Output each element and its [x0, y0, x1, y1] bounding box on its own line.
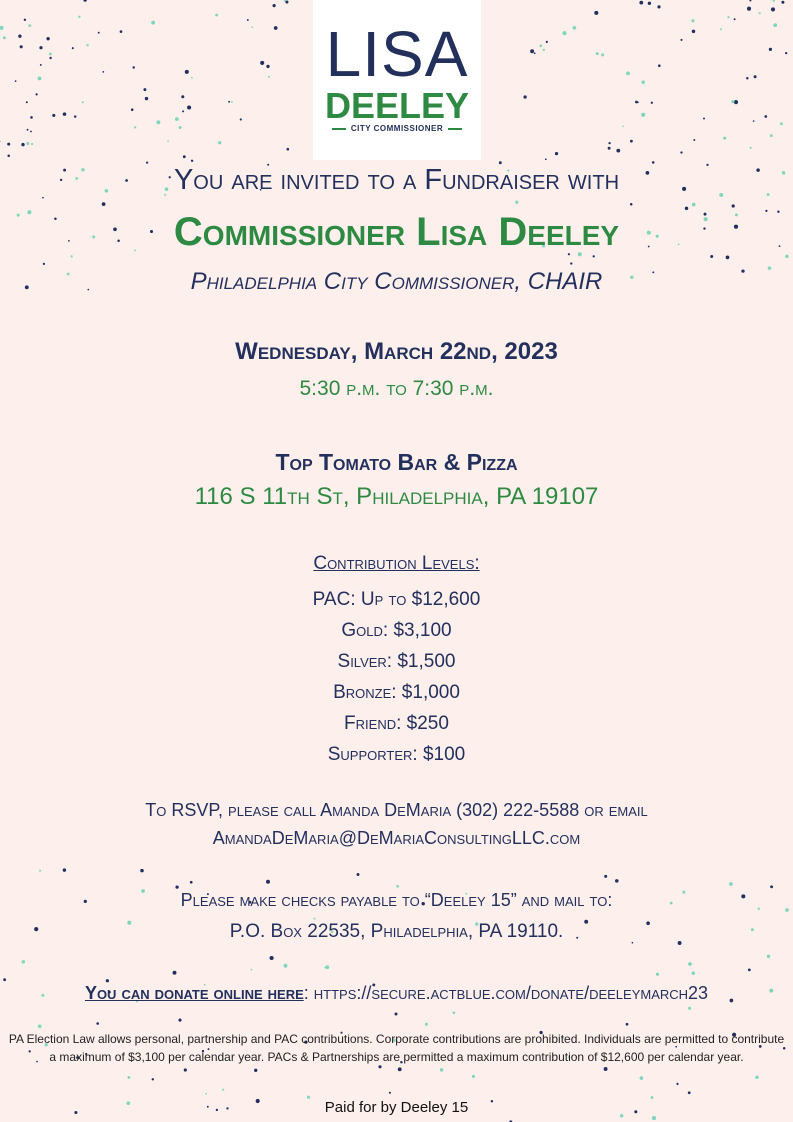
- confetti-dot: [453, 1011, 456, 1014]
- confetti-dot: [15, 80, 17, 82]
- confetti-dot: [27, 129, 29, 131]
- confetti-dot: [7, 154, 10, 157]
- confetti-dot: [215, 14, 218, 17]
- confetti-dot: [637, 101, 639, 103]
- confetti-dot: [622, 125, 624, 127]
- confetti-dot: [780, 122, 783, 125]
- logo-subtitle-text: CITY COMMISSIONER: [350, 124, 444, 133]
- confetti-dot: [440, 1068, 443, 1071]
- confetti-dot: [616, 149, 620, 153]
- confetti-dot: [24, 19, 26, 21]
- confetti-dot: [764, 115, 767, 118]
- campaign-logo: [313, 0, 481, 160]
- confetti-dot: [175, 117, 179, 121]
- donate-url[interactable]: https://secure.actblue.com/donate/deeleymarch23: [313, 983, 709, 1003]
- election-law-disclaimer: PA Election Law allows personal, partnership and PAC contributions. Corporate contributions are prohibited. Individuals are permitted to contribute a maximum of $3,100 per calendar year. PACs & Partnerships are permitted a maximum contribution of $12,600 per calendar year.: [8, 1032, 785, 1064]
- confetti-dot: [247, 19, 249, 21]
- confetti-dot: [35, 93, 37, 95]
- confetti-dot: [749, 0, 751, 2]
- confetti-dot: [286, 148, 289, 151]
- confetti-dot: [190, 881, 193, 884]
- confetti-dot: [43, 263, 45, 265]
- confetti-dot: [140, 869, 144, 873]
- confetti-dot: [39, 46, 42, 49]
- confetti-dot: [357, 873, 360, 876]
- confetti-dot: [785, 52, 787, 54]
- confetti-dot: [102, 71, 104, 73]
- confetti-dot: [49, 53, 52, 56]
- donate-online: [0, 983, 793, 1004]
- confetti-dot: [314, 918, 316, 920]
- confetti-dot: [720, 28, 722, 30]
- confetti-dot: [539, 44, 542, 47]
- confetti-dot: [530, 49, 534, 53]
- confetti-dot: [573, 26, 577, 30]
- contribution-levels-heading: Contribution Levels:: [313, 553, 480, 574]
- confetti-dot: [131, 108, 134, 111]
- confetti-dot: [748, 969, 751, 972]
- paid-for-disclaimer: Paid for by Deeley 15: [324, 1099, 469, 1116]
- confetti-dot: [284, 964, 288, 968]
- confetti-dot: [266, 65, 269, 68]
- confetti-dot: [240, 118, 242, 120]
- confetti-dot: [49, 57, 51, 59]
- honoree-title: Philadelphia City Commissioner, CHAIR: [190, 268, 603, 295]
- confetti-dot: [42, 197, 44, 199]
- confetti-dot: [28, 24, 31, 27]
- confetti-dot: [270, 956, 274, 960]
- confetti-dot: [26, 101, 28, 103]
- confetti-dot: [688, 1007, 691, 1010]
- confetti-dot: [727, 16, 729, 18]
- confetti-dot: [251, 26, 253, 28]
- confetti-dot: [648, 2, 651, 5]
- confetti-dot: [63, 112, 67, 116]
- confetti-dot: [651, 102, 653, 104]
- confetti-dot: [734, 100, 738, 104]
- logo-last-name: DEELEY: [324, 85, 470, 126]
- confetti-dot: [205, 1093, 207, 1095]
- contribution-level: PAC: Up to $12,600: [312, 589, 481, 610]
- confetti-dot: [151, 21, 155, 25]
- rsvp-email: AmandaDeMaria@DeMariaConsultingLLC.com: [212, 828, 581, 848]
- confetti-dot: [770, 134, 773, 137]
- invitation-intro: You are invited to a Fundraiser with: [173, 164, 620, 196]
- confetti-dot: [39, 870, 41, 872]
- confetti-dot: [173, 971, 177, 975]
- confetti-dot: [723, 137, 726, 140]
- confetti-dot: [754, 75, 757, 78]
- confetti-dot: [626, 1023, 629, 1026]
- confetti-dot: [691, 19, 694, 22]
- contribution-level: Silver: $1,500: [337, 651, 456, 672]
- confetti-dot: [179, 126, 182, 129]
- confetti-dot: [726, 256, 730, 260]
- confetti-dot: [692, 203, 696, 207]
- confetti-dot: [82, 101, 84, 103]
- confetti-dot: [0, 141, 1, 143]
- confetti-dot: [545, 158, 547, 160]
- confetti-dot: [134, 126, 136, 128]
- confetti-dot: [680, 151, 682, 153]
- confetti-dot: [22, 960, 25, 963]
- confetti-dot: [274, 26, 278, 30]
- confetti-dot: [753, 120, 755, 122]
- contribution-level: Gold: $3,100: [341, 620, 452, 641]
- confetti-dot: [178, 1019, 181, 1022]
- confetti-dot: [652, 1116, 656, 1120]
- confetti-dot: [594, 11, 598, 15]
- confetti-dot: [254, 1069, 257, 1072]
- confetti-dot: [608, 147, 611, 150]
- confetti-dot: [187, 105, 191, 109]
- confetti-dot: [86, 44, 88, 46]
- confetti-dot: [676, 1083, 678, 1085]
- confetti-dot: [7, 143, 10, 146]
- confetti-dot: [3, 978, 6, 981]
- confetti-dot: [30, 116, 33, 119]
- confetti-dot: [746, 77, 748, 79]
- confetti-dot: [0, 26, 4, 30]
- event-address: 116 S 11th St, Philadelphia, PA 19107: [194, 483, 599, 510]
- confetti-dot: [183, 155, 186, 158]
- rsvp-instructions: To RSVP, please call Amanda DeMaria (302) 222-5588 or email: [145, 800, 648, 820]
- confetti-dot: [395, 1013, 398, 1016]
- logo-left-rule: [332, 128, 346, 130]
- contribution-levels: [0, 553, 793, 770]
- confetti-dot: [641, 113, 645, 117]
- confetti-dot: [128, 1076, 131, 1079]
- confetti-dot: [396, 885, 399, 888]
- confetti-dot: [593, 255, 595, 257]
- confetti-dot: [96, 1022, 99, 1025]
- honoree-name: Commissioner Lisa Deeley: [173, 210, 620, 254]
- event-date: Wednesday, March 22nd, 2023: [235, 338, 558, 365]
- confetti-dot: [83, 0, 86, 2]
- confetti-dot: [626, 72, 630, 76]
- confetti-dot: [562, 31, 566, 35]
- donate-link-label[interactable]: You can donate online here: [84, 983, 304, 1003]
- confetti-dot: [251, 969, 253, 971]
- confetti-dot: [324, 967, 326, 969]
- confetti-dot: [175, 885, 178, 888]
- confetti-dot: [182, 110, 184, 112]
- confetti-dot: [543, 49, 545, 51]
- confetti-dot: [228, 101, 230, 103]
- confetti-dot: [703, 118, 705, 120]
- confetti-dot: [770, 885, 773, 888]
- confetti-dot: [608, 142, 610, 144]
- confetti-dot: [747, 7, 751, 11]
- logo-right-rule: [448, 128, 462, 130]
- confetti-dot: [639, 1, 643, 5]
- confetti-dot: [658, 64, 661, 67]
- donate-separator: :: [303, 983, 314, 1003]
- confetti-dot: [132, 66, 134, 68]
- confetti-dot: [3, 36, 6, 39]
- confetti-dot: [785, 255, 788, 258]
- contribution-level: Friend: $250: [344, 713, 449, 734]
- confetti-dot: [156, 120, 160, 124]
- confetti-dot: [604, 1067, 608, 1071]
- confetti-dot: [266, 880, 270, 884]
- confetti-dot: [546, 41, 548, 43]
- confetti-dot: [52, 114, 55, 117]
- confetti-dot: [692, 971, 695, 974]
- confetti-dot: [710, 255, 713, 258]
- confetti-dot: [63, 868, 66, 871]
- confetti-dot: [21, 143, 24, 146]
- confetti-dot: [72, 47, 74, 49]
- confetti-dot: [781, 1, 784, 4]
- confetti-dot: [729, 882, 733, 886]
- confetti-dot: [260, 61, 264, 65]
- confetti-dot: [98, 32, 100, 34]
- confetti-dot: [398, 1067, 402, 1071]
- confetti-dot: [222, 1089, 224, 1091]
- confetti-dot: [523, 95, 526, 98]
- confetti-dot: [630, 203, 633, 206]
- confetti-dot: [732, 204, 735, 207]
- confetti-dot: [102, 202, 106, 206]
- confetti-dot: [734, 18, 736, 20]
- confetti-dot: [120, 30, 123, 33]
- confetti-dot: [693, 139, 695, 141]
- confetti-dot: [268, 76, 270, 78]
- contribution-level: Bronze: $1,000: [333, 682, 460, 703]
- confetti-dot: [771, 7, 775, 11]
- confetti-dot: [106, 979, 109, 982]
- confetti-dot: [630, 140, 633, 143]
- confetti-dot: [38, 1025, 42, 1029]
- confetti-dot: [273, 4, 276, 7]
- confetti-dot: [145, 97, 148, 100]
- confetti-dot: [218, 141, 221, 144]
- confetti-dot: [472, 1075, 475, 1078]
- confetti-dot: [181, 95, 184, 98]
- confetti-dot: [231, 101, 233, 103]
- event-venue: Top Tomato Bar & Pizza: [275, 449, 518, 475]
- confetti-dot: [30, 131, 32, 133]
- confetti-dot: [773, 23, 777, 27]
- confetti-dot: [534, 52, 536, 54]
- confetti-dot: [20, 45, 23, 48]
- confetti-dot: [640, 1076, 644, 1080]
- confetti-dot: [642, 81, 645, 84]
- confetti-dot: [604, 875, 607, 878]
- confetti-dot: [656, 973, 659, 976]
- confetti-dot: [692, 30, 695, 33]
- confetti-dot: [38, 76, 42, 80]
- confetti-dot: [596, 52, 599, 55]
- confetti-dot: [759, 12, 761, 14]
- confetti-dot: [773, 0, 775, 2]
- confetti-dot: [615, 879, 619, 883]
- confetti-dot: [555, 152, 558, 155]
- confetti-dot: [191, 77, 193, 79]
- confetti-dot: [143, 88, 146, 91]
- logo-first-name: LISA: [325, 18, 469, 90]
- confetti-dot: [657, 5, 660, 8]
- confetti-dot: [425, 1023, 428, 1026]
- event-time: 5:30 p.m. to 7:30 p.m.: [299, 377, 494, 400]
- confetti-dot: [70, 255, 72, 257]
- logo-subtitle: [313, 124, 481, 133]
- confetti-dot: [570, 262, 572, 264]
- confetti-dot: [688, 1091, 691, 1094]
- confetti-dot: [191, 160, 193, 162]
- confetti-dot: [185, 70, 189, 74]
- confetti-dot: [40, 64, 42, 66]
- confetti-dot: [601, 53, 604, 56]
- confetti-dot: [78, 16, 80, 18]
- confetti-dot: [18, 35, 21, 38]
- confetti-dot: [731, 100, 734, 103]
- confetti-dot: [767, 955, 770, 958]
- confetti-dot: [688, 962, 692, 966]
- contribution-level: Supporter: $100: [327, 744, 466, 765]
- confetti-dot: [680, 39, 682, 41]
- confetti-dot: [152, 1078, 154, 1080]
- confetti-dot: [74, 115, 76, 117]
- confetti-dot: [515, 201, 518, 204]
- confetti-dot: [389, 1092, 391, 1094]
- check-instructions: Please make checks payable to “Deeley 15” and mail to:: [180, 890, 613, 910]
- confetti-dot: [755, 1076, 758, 1079]
- mailing-address: P.O. Box 22535, Philadelphia, PA 19110.: [229, 921, 564, 942]
- confetti-dot: [750, 147, 752, 149]
- confetti-dot: [184, 1068, 187, 1071]
- confetti-dot: [31, 143, 33, 145]
- confetti-dot: [167, 140, 169, 142]
- confetti-dot: [769, 48, 772, 51]
- confetti-dot: [26, 142, 29, 145]
- confetti-dot: [46, 37, 49, 40]
